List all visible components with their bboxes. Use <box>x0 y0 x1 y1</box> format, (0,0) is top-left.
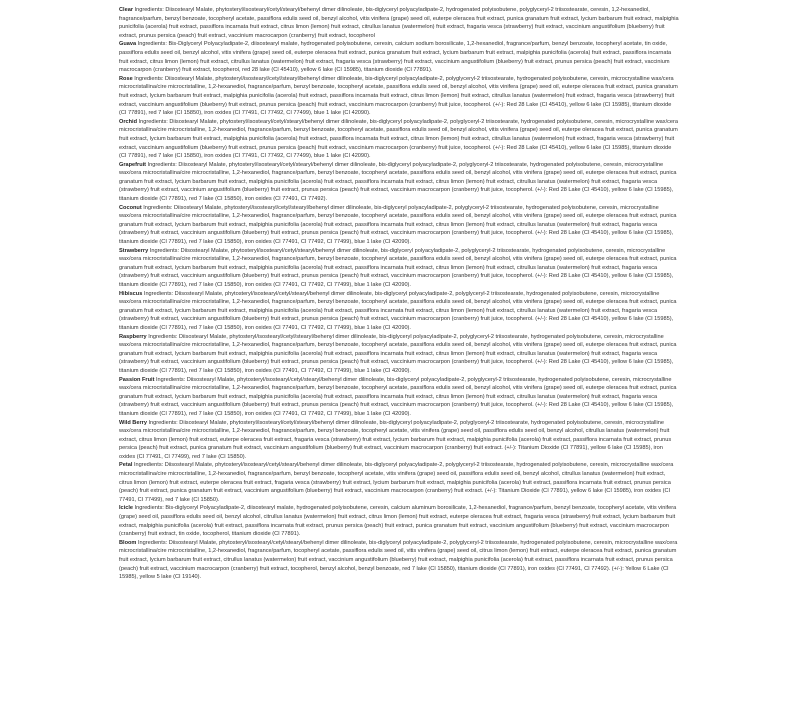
ingredient-entry-rose <box>119 75 679 118</box>
shade-name: Coconut <box>119 204 142 211</box>
ingredient-list: Ingredients: Diisostearyl Malate, phytosteryl/isostearyl/cetyl/stearyl/behenyl dimer dilinoleate, bis-diglyceryl polyacyladipate-2, polyglyceryl-2 triisostearate, hydrogenated polyisobutene, ceresin, microcrystalline wax/cera microcristallina/cire microcristalline, 1,2-hexanediol, fragrance/parfum, benzyl benzoate, tocopheryl acetate, passiflora edulis seed oil, benzyl alcohol, vitis vinifera (grape) seed oil, euterpe oleracea fruit extract, punica granatum fruit extract, lycium barbarum fruit extract, malpighia punicifolia (acerola) fruit extract, passiflora incarnata fruit extract, citrus limon (lemon) fruit extract, citrullus lanatus (watermelon) fruit extract, fragaria vesca (strawberry) fruit extract, vaccinium angustifolium (blueberry) fruit extract, prunus persica (peach) fruit extract, vaccinium macrocarpon (cranberry) fruit juice, tocopherol. (+/-): Red 28 Lake (CI 45410), yellow 6 lake (CI 15985), titanium dioxide (CI 77891), red 7 lake (CI 15850), iron oxides (CI 77491, CI 77492, CI 77499), blue 1 lake (CI 42090). <box>119 247 677 288</box>
shade-name: Grapefruit <box>119 161 147 168</box>
shade-name: Bloom <box>119 539 137 546</box>
ingredient-list: Ingredients: Bis-Diglyceryl Polyacyladipate-2, diisostearyl malate, hydrogenated polyisobutene, ceresin, calcium sodium borosilicate, 1,2-hexanediol, fragrance/parfum, benzyl benzoate, tocopheryl acetate, tin oxide, passiflora edulis seed oil, benzyl alcohol, vitis vinifera (grape) seed oil, euterpe oleracea fruit extract, punica granatum fruit extract, lycium barbarum fruit extract, malpighia punicifolia (acerola) fruit extract, passiflora incarnata fruit extract, citrus limon (lemon) fruit extract, citrullus lanatus (watermelon) fruit extract, fragaria vesca (strawberry) fruit extract, vaccinium angustifolium (blueberry) fruit extract, prunus persica (peach) fruit extract, vaccinium macrocarpon (cranberry) fruit extract, tocopherol, red 28 lake (CI 45410), yellow 6 lake (CI 15985), titanium dioxide (CI 77891). <box>119 41 672 74</box>
ingredient-list: Ingredients: Diisostearyl Malate, phytosteryl/isostearyl/cetyl/stearyl/behenyl dimer dilinoleate, bis-diglyceryl polyacyladipate-2, polyglyceryl-2 triisostearate, hydrogenated polyisobutene, ceresin, microcrystalline wax/cera microcristallina/cire microcristalline, 1,2-hexanediol, fragrance/parfum, benzyl benzoate, tocopheryl acetate, passiflora edulis seed oil, benzyl alcohol, vitis vinifera (grape) seed oil, euterpe oleracea fruit extract, punica granatum fruit extract, lycium barbarum fruit extract, malpighia punicifolia (acerola) fruit extract, passiflora incarnata fruit extract, citrus limon (lemon) fruit extract, citrullus lanatus (watermelon) fruit extract, fragaria vesca (strawberry) fruit extract, vaccinium angustifolium (blueberry) fruit extract, prunus persica (peach) fruit extract, vaccinium macrocarpon (cranberry) fruit juice, tocopherol. (+/-): Red 28 Lake (CI 45410), yellow 6 lake (CI 15985), titanium dioxide (CI 77891), red 7 lake (CI 15850), iron oxides (CI 77491, CI 77492, CI 77499), blue 1 lake (CI 42090). <box>119 290 677 331</box>
shade-name: Rose <box>119 75 133 82</box>
ingredient-entry-passion-fruit <box>119 376 679 419</box>
ingredient-list: Ingredients: Diisostearyl Malate, phytosteryl/isostearyl/cetyl/stearyl/behenyl dimer dilinoleate, bis-diglyceryl polyacyladipate-2, polyglyceryl-2 triisostearate, hydrogenated polyisobutene, ceresin, microcrystalline wax/cera microcristallina/cire microcristalline, 1,2-hexanediol, fragrance/parfum, benzyl benzoate, tocopheryl acetate, vitis vinifera (grape) seed oil, passiflora edulis seed oil, benzyl alcohol, citrullus lanatus (watermelon) fruit extract, citrus limon (lemon) fruit extract, euterpe oleracea fruit extract, fragaria vesca (strawberry) fruit extract, lycium barbarum fruit extract, malpighia punicifolia (acerola) fruit extract, passiflora incarnata fruit extract, prunus persica (peach) fruit extract, punica granatum fruit extract, vaccinium angustifolium (blueberry) fruit extract, vaccinium macrocarpon (cranberry) fruit extract. (+/-): Titanium Dioxide (CI 77891), yellow 6 lake (CI 15985), iron oxides (CI 77491, CI 77499), red 7 lake (CI 15850). <box>119 462 674 503</box>
ingredient-entry-orchid <box>119 118 679 161</box>
shade-name: Guava <box>119 41 137 48</box>
ingredient-entry-grapefruit <box>119 161 679 204</box>
shade-name: Icicle <box>119 505 133 512</box>
ingredient-entry-guava <box>119 40 679 74</box>
shade-name: Clear <box>119 7 133 13</box>
shade-name: Passion Fruit <box>119 376 155 383</box>
ingredient-list: Ingredients: Bis-diglyceryl Polyacyladipate-2, diisostearyl malate, hydrogenated polyisobutene, ceresin, calcium aluminum borosilicate, 1,2-hexanediol, fragrance/parfum, benzyl benzoate, tocopheryl acetate, vitis vinifera (grape) seed oil, passiflora edulis seed oil, benzyl alcohol, citrullus lanatus (watermelon) fruit extract, citrus limon (lemon) fruit extract, euterpe oleracea fruit extract, fragaria vesca (strawberry) fruit extract, lycium barbarum fruit extract, malpighia punicifolia (acerola) fruit extract, passiflora incarnata fruit extract, prunus persica (peach) fruit extract, punica granatum fruit extract, vaccinium angustifolium (blueberry) fruit extract, vaccinium macrocarpon (cranberry) fruit extract, tin oxide, tocopherol, titanium dioxide (CI 77891). <box>119 505 677 538</box>
shade-name: Raspberry <box>119 333 147 340</box>
ingredient-list: Ingredients: Diisostearyl Malate, phytosteryl/isostearyl/cetyl/stearyl/behenyl dimer dilinoleate, bis-diglyceryl polyacyladipate-2, polyglyceryl-2 triisostearate, hydrogenated polyisobutene, ceresin, microcrystalline wax/cera microcristallina/cire microcristalline, 1,2-hexanediol, fragrance/parfum, benzyl benzoate, tocopheryl acetate, passiflora edulis seed oil, benzyl alcohol, vitis vinifera (grape) seed oil, euterpe oleracea fruit extract, punica granatum fruit extract, lycium barbarum fruit extract, malpighia punicifolia (acerola) fruit extract, passiflora incarnata fruit extract, citrus limon (lemon) fruit extract, citrullus lanatus (watermelon) fruit extract, fragaria vesca (strawberry) fruit extract, vaccinium angustifolium (blueberry) fruit extract, prunus persica (peach) fruit extract, vaccinium macrocarpon (cranberry) fruit juice, tocopherol. (+/-): Red 28 Lake (CI 45410), yellow 6 lake (CI 15985), titanium dioxide (CI 77891), red 7 lake (CI 15850), iron oxides (CI 77491, CI 77492, CI 77499), blue 1 lake (CI 42090). <box>119 204 677 246</box>
ingredient-entry-raspberry <box>119 333 679 376</box>
ingredient-list: Ingredients: Diisostearyl Malate, phytosteryl/isostearyl/cetyl/stearyl/behenyl dimer dilinoleate, bis-diglyceryl polyacyladipate-2, polyglyceryl-2 triisostearate, hydrogenated polyisobutene, ceresin, microcrystalline wax/cera microcristallina/cire microcristalline, 1,2-hexanediol, fragrance/parfum, benzyl benzoate, tocopheryl acetate, passiflora edulis seed oil, benzyl alcohol, vitis vinifera (grape) seed oil, euterpe oleracea fruit extract, punica granatum fruit extract, lycium barbarum fruit extract, malpighia punicifolia (acerola) fruit extract, passiflora incarnata fruit extract, citrus limon (lemon) fruit extract, citrullus lanatus (watermelon) fruit extract, fragaria vesca (strawberry) fruit extract, vaccinium angustifolium (blueberry) fruit extract, prunus persica (peach) fruit extract, vaccinium macrocarpon (cranberry) fruit juice, tocopherol. (+/-): Red 28 Lake (CI 45410), yellow 6 lake (CI 15985), titanium dioxide (CI 77891), red 7 lake (CI 15850), iron oxides (CI 77491, CI 77492, CI 77499), blue 1 lake (CI 42090). <box>119 376 677 417</box>
ingredient-list: Ingredients: Diisostearyl Malate, phytosteryl/isostearyl/cetyl/stearyl/behenyl dimer dilinoleate, bis-diglyceryl polyacyladipate-2, polyglyceryl-2 triisostearate, hydrogenated polyisobutene, ceresin, microcrystalline wax/cera microcristallina/cire microcristalline, 1,2-hexanediol, fragrance/parfum, benzyl benzoate, tocopheryl acetate, passiflora edulis seed oil, benzyl alcohol, vitis vinifera (grape) seed oil, euterpe oleracea fruit extract, punica granatum fruit extract, lycium barbarum fruit extract, malpighia punicifolia (acerola) fruit extract, passiflora incarnata fruit extract, citrus limon (lemon) fruit extract, citrullus lanatus (watermelon) fruit extract, fragaria vesca (strawberry) fruit extract, vaccinium angustifolium (blueberry) fruit extract, prunus persica (peach) fruit extract, vaccinium macrocarpon (cranberry) fruit juice, tocopherol. (+/-): Red 28 Lake (CI 45410), yellow 6 lake (CI 15985), titanium dioxide (CI 77891), red 7 lake (CI 15850), iron oxides (CI 77491, CI 77492, CI 77499), blue 1 lake (CI 42090). <box>119 333 677 374</box>
ingredient-entry-bloom <box>119 539 679 582</box>
ingredient-entry-clear <box>119 6 679 40</box>
ingredient-list: Ingredients: Diisostearyl Malate, phytosteryl/isostearyl/cetyl/stearyl/behenyl dimer dilinoleate, bis-diglyceryl polyacyladipate-2, polyglyceryl-2 triisostearate, hydrogenated polyisobutene, ceresin, microcrystalline wax/cera microcristallina/cire microcristalline, 1,2-hexanediol, fragrance/parfum, benzyl benzoate, tocopheryl acetate, passiflora edulis seed oil, benzyl alcohol, vitis vinifera (grape) seed oil, euterpe oleracea fruit extract, punica granatum fruit extract, lycium barbarum fruit extract, malpighia punicifolia (acerola) fruit extract, passiflora incarnata fruit extract, citrus limon (lemon) fruit extract, citrullus lanatus (watermelon) fruit extract, fragaria vesca (strawberry) fruit extract, vaccinium angustifolium (blueberry) fruit extract, prunus persica (peach) fruit extract, vaccinium macrocarpon (cranberry) fruit juice, tocopherol. (+/-): Red 28 Lake (CI 45410), yellow 6 lake (CI 15985), titanium dioxide (CI 77891), red 7 lake (CI 15850), iron oxides (CI 77491, CI 77492, CI 77499), blue 1 lake (CI 42090). <box>119 75 678 117</box>
ingredient-list: Ingredients: Diisostearyl Malate, phytosteryl/isostearyl/cetyl/stearyl/behenyl dimer dilinoleate, bis-diglyceryl polyacyladipate-2, polyglyceryl-2 triisostearate, hydrogenated polyisobutene, ceresin, microcrystalline wax/cera microcristallina/cire microcristalline, 1,2-hexanediol, fragrance/parfum, benzyl benzoate, tocopheryl acetate, passiflora edulis seed oil, benzyl alcohol, vitis vinifera (grape) seed oil, euterpe oleracea fruit extract, punica granatum fruit extract, lycium barbarum fruit extract, malpighia punicifolia (acerola) fruit extract, passiflora incarnata fruit extract, citrus limon (lemon) fruit extract, citrullus lanatus (watermelon) fruit extract, fragaria vesca (strawberry) fruit extract, vaccinium angustifolium (blueberry) fruit extract, prunus persica (peach) fruit extract, vaccinium macrocarpon (cranberry) fruit juice, tocopherol. (+/-): Red 28 Lake (CI 45410), yellow 6 lake (CI 15985), titanium dioxide (CI 77891), red 7 lake (CI 15850), iron oxides (CI 77491, CI 77492, CI 77499), blue 1 lake (CI 42090). <box>119 118 679 160</box>
ingredient-entry-wild-berry <box>119 419 679 462</box>
ingredients-document <box>119 6 679 582</box>
shade-name: Strawberry <box>119 247 149 254</box>
ingredient-list: Ingredients: Diisostearyl Malate, phytosteryl/isostearyl/cetyl/stearyl/behenyl dimer dilinoleate, bis-diglyceryl polyacyladipate-2, polyglyceryl-2 triisostearate, hydrogenated polyisobutene, ceresin, microcrystalline wax/cera microcristallina/cire microcristalline, 1,2-hexanediol, fragrance/parfum, tocopheryl acetate, passiflora edulis seed oil, vitis vinifera (grape) seed oil, citrus limon (lemon) fruit extract, euterpe oleracea fruit extract, punica granatum fruit extract, lycium barbarum fruit extract, citrullus lanatus (watermelon) fruit extract, vaccinium angustifolium (blueberry) fruit extract, malpighia punicifolia (acerola) fruit extract, passiflora incarnata fruit extract, prunus persica (peach) fruit extract, vaccinium macrocarpon (cranberry) fruit extract, tocopherol, benzyl alcohol, benzyl benzoate, red 7 lake (CI 15850), titanium dioxide (CI 77891), iron oxides (CI 77491, CI 77492). (+/-): Yellow 6 Lake (CI 15985), yellow 5 lake (CI 19140). <box>119 539 678 581</box>
ingredient-entry-strawberry <box>119 247 679 290</box>
ingredient-list: Ingredients: Diisostearyl Malate, phytosteryl/isostearyl/cetyl/stearyl/behenyl dimer dilinoleate, bis-diglyceryl polyacyladipate-2, hydrogenated polyisobutene, polyglyceryl-2 triisostearate, ceresin, 1,2-hexanediol, fragrance/parfum, benzyl benzoate, tocopheryl acetate, passiflora edulis seed oil, benzyl alcohol, vitis vinifera (grape) seed oil, euterpe oleracea fruit extract, punica granatum fruit extract, lycium barbarum fruit extract, malpighia punicifolia (acerola) fruit extract, passiflora incarnata fruit extract, citrus limon (lemon) fruit extract, citrullus lanatus (watermelon) fruit extract, fragaria vesca (strawberry) fruit extract, vaccinium angustifolium (blueberry) fruit extract, prunus persica (peach) fruit extract, vaccinium macrocarpon (cranberry) fruit extract, tocopherol <box>119 7 679 39</box>
ingredient-entry-icicle <box>119 504 679 538</box>
ingredient-list: Ingredients: Diisostearyl Malate, phytosteryl/isostearyl/cetyl/stearyl/behenyl dimer dilinoleate, bis-diglyceryl polyacyladipate-2, polyglyceryl-2 triisostearate, hydrogenated polyisobutene, ceresin, microcrystalline wax/cera microcristallina/cire microcristalline, 1,2-hexanediol, fragrance/parfum, benzyl benzoate, tocopheryl acetate, passiflora edulis seed oil, benzyl alcohol, vitis vinifera (grape) seed oil, euterpe oleracea fruit extract, punica granatum fruit extract, lycium barbarum fruit extract, malpighia punicifolia (acerola) fruit extract, passiflora incarnata fruit extract, citrus limon (lemon) fruit extract, citrullus lanatus (watermelon) fruit extract, fragaria vesca (strawberry) fruit extract, vaccinium angustifolium (blueberry) fruit extract, prunus persica (peach) fruit extract, vaccinium macrocarpon (cranberry) fruit juice, tocopherol. (+/-): Red 28 Lake (CI 45410), yellow 6 lake (CI 15985), titanium dioxide (CI 77891), red 7 lake (CI 15850), iron oxides (CI 77491, CI 77492). <box>119 161 677 203</box>
shade-name: Petal <box>119 462 133 469</box>
ingredient-list: Ingredients: Diisostearyl Malate, phytosteryl/isostearyl/cetyl/stearyl/behenyl dimer dilinoleate, bis-diglyceryl polyacyladipate-2, polyglyceryl-2 triisostearate, hydrogenated polyisobutene, ceresin, microcrystalline wax/cera microcristallina/cire microcristalline, 1,2-hexanediol, fragrance/parfum, benzyl benzoate, tocopheryl acetate, vitis vinifera (grape) seed oil, passiflora edulis seed oil, benzyl alcohol, citrullus lanatus (watermelon) fruit extract, citrus limon (lemon) fruit extract, euterpe oleracea fruit extract, fragaria vesca (strawberry) fruit extract, lycium barbarum fruit extract, malpighia punicifolia (acerola) fruit extract, passiflora incarnata fruit extract, prunus persica (peach) fruit extract, punica granatum fruit extract, vaccinium angustifolium (blueberry) fruit extract, vaccinium macrocarpon (cranberry) fruit extract. (+/-): Titanium Dioxide (CI 77891), yellow 6 lake (CI 15985), iron oxides (CI 77491, CI 77499), red 7 lake (CI 15850). <box>119 419 672 460</box>
ingredient-entry-coconut <box>119 204 679 247</box>
ingredient-entry-hibiscus <box>119 290 679 333</box>
ingredient-entry-petal <box>119 461 679 504</box>
shade-name: Orchid <box>119 118 138 125</box>
shade-name: Hibiscus <box>119 290 143 297</box>
shade-name: Wild Berry <box>119 419 147 426</box>
